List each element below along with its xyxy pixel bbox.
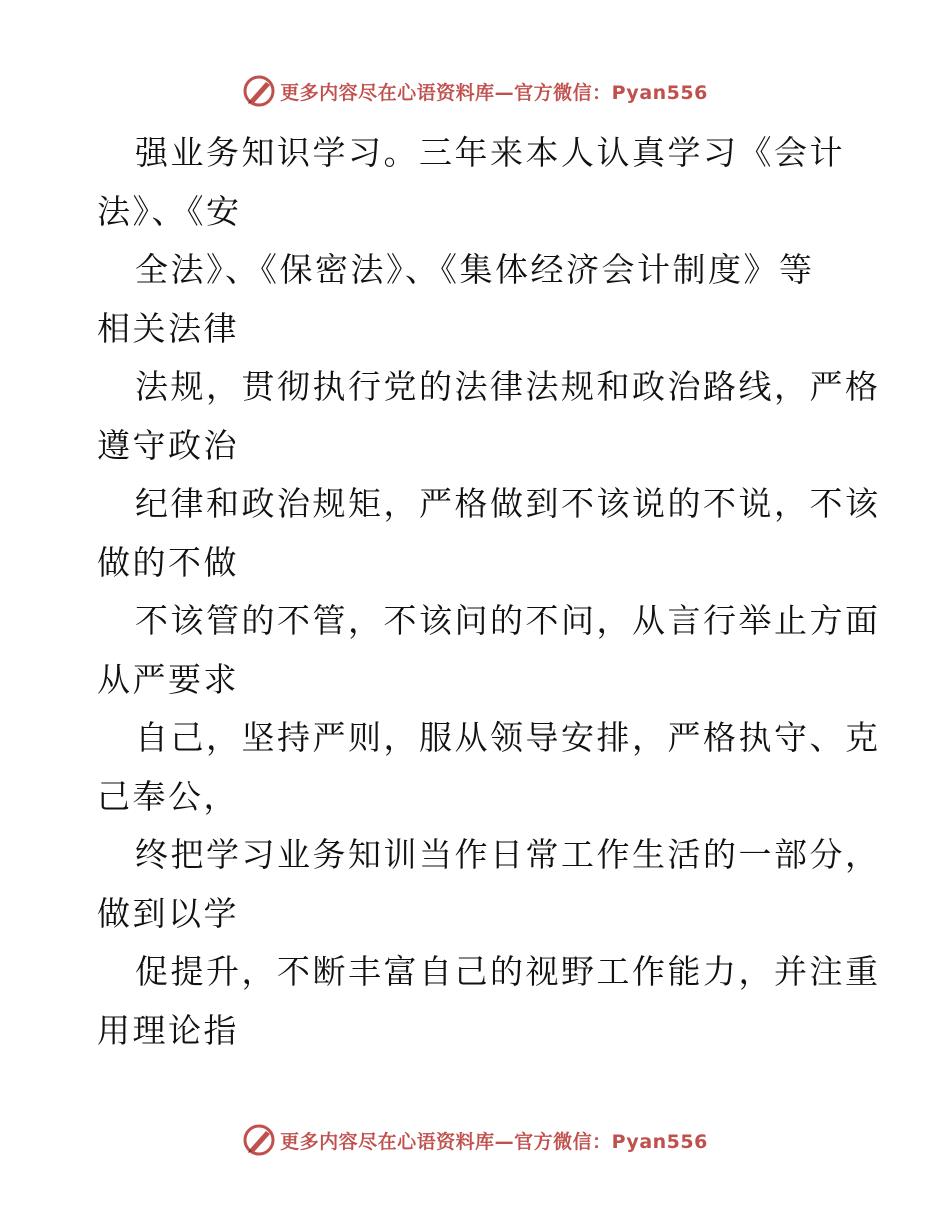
header-banner [0,71,950,111]
text-line: 用理论指 [97,1010,239,1050]
footer-banner [0,1120,950,1160]
text-line: 促提升，不断丰富自己的视野工作能力，并注重 [135,952,881,991]
pen-logo-icon [242,74,276,108]
text-line: 做的不做 [97,542,239,582]
header-banner-text: 更多内容尽在心语资料库—官方微信：Pyan556 [280,81,708,104]
text-line: 终把学习业务知训当作日常工作生活的一部分， [135,835,881,874]
text-line: 纪律和政治规矩，严格做到不该说的不说，不该 [135,484,881,523]
text-line: 从严要求 [97,659,239,699]
text-line: 相关法律 [97,308,239,348]
pen-logo-icon [242,1123,276,1157]
text-line: 法规，贯彻执行党的法律法规和政治路线，严格 [135,367,881,406]
text-line: 不该管的不管，不该问的不问，从言行举止方面 [135,601,881,640]
text-line: 做到以学 [97,893,239,933]
text-line: 自己，坚持严则，服从领导安排，严格执守、克 [135,718,881,757]
text-line: 法》、《安 [97,191,242,231]
text-line: 己奉公， [97,776,239,816]
text-line: 遵守政治 [97,425,239,465]
text-line: 全法》、《保密法》、《集体经济会计制度》等 [135,250,815,289]
footer-banner-text: 更多内容尽在心语资料库—官方微信：Pyan556 [280,1130,708,1153]
document-body [97,124,881,1060]
text-line: 强业务知识学习。三年来本人认真学习《会计 [135,133,845,172]
